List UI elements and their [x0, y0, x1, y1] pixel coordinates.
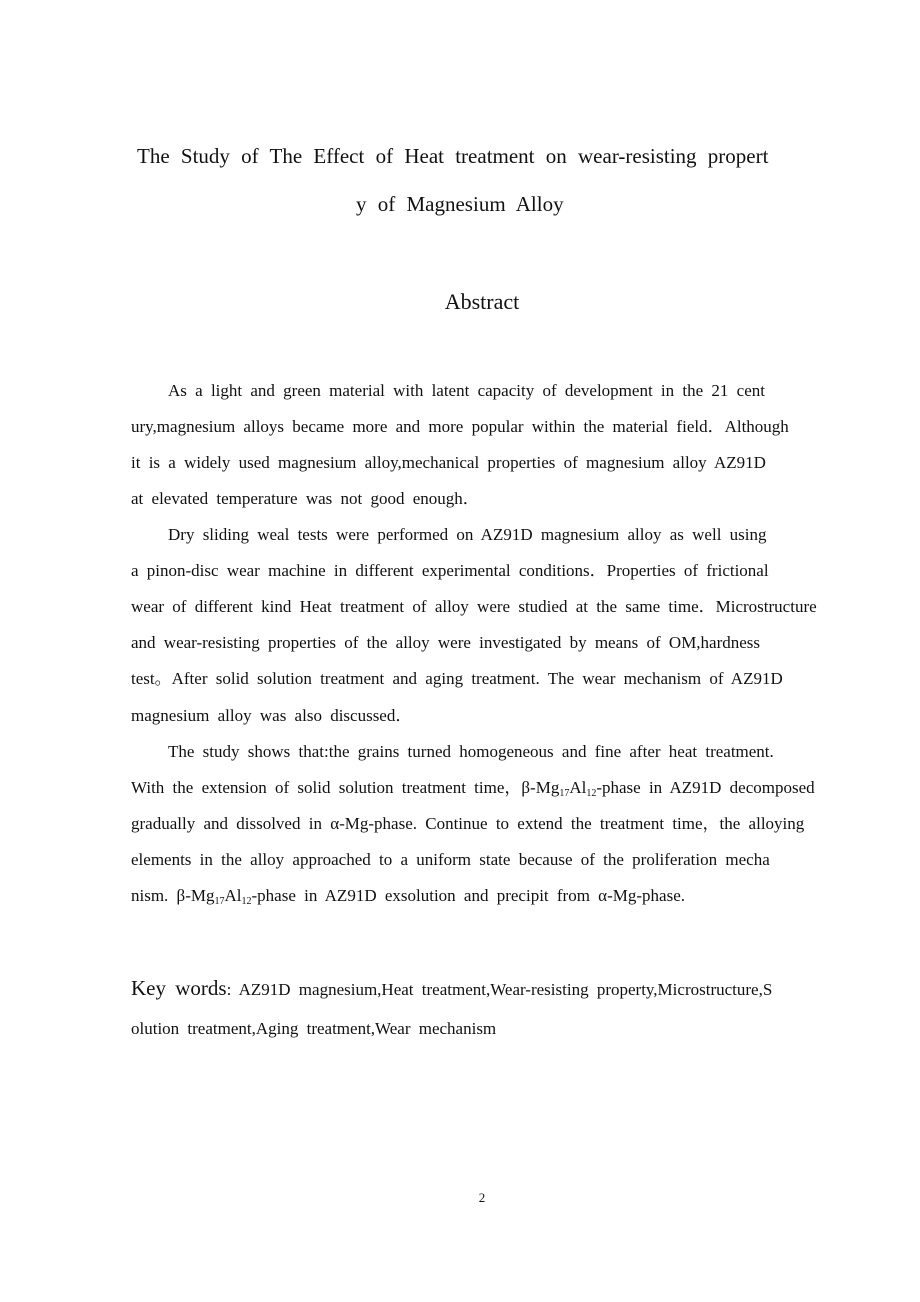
- keywords-line-1: [131, 978, 772, 1000]
- paragraph-2-line: a pinon-disc wear machine in different experimental conditions．Properties of frictional: [131, 561, 769, 580]
- paragraph-1-line: As a light and green material with latent capacity of development in the 21 cent: [168, 381, 765, 400]
- abstract-heading: Abstract: [444, 289, 520, 314]
- paragraph-2-line: and wear-resisting properties of the alloy were investigated by means of OM,hardness: [131, 633, 761, 652]
- text-run: Al: [224, 886, 242, 905]
- paragraph-2-line: magnesium alloy was also discussed．: [131, 706, 413, 725]
- subscript: 12: [241, 896, 252, 907]
- text-run: -phase in AZ91D exsolution and precipit from α-Mg-phase.: [251, 886, 685, 905]
- paragraph-3-line: [131, 778, 815, 798]
- paragraph-3-line: elements in the alloy approached to a uniform state because of the proliferation mecha: [131, 850, 770, 869]
- subscript: 17: [214, 896, 225, 907]
- keywords-text: : AZ91D magnesium,Heat treatment,Wear-resisting property,Microstructure,S: [226, 980, 773, 999]
- paragraph-3-line: The study shows that:the grains turned homogeneous and fine after heat treatment.: [168, 742, 774, 761]
- text-run: nism. β-Mg: [131, 886, 215, 905]
- paragraph-3-line: [131, 886, 685, 906]
- paragraph-1-line: ury,magnesium alloys became more and more popular within the material field．Although: [131, 417, 789, 436]
- page-number: 2: [478, 1190, 486, 1205]
- paragraph-2-line: test。After solid solution treatment and aging treatment. The wear mechanism of AZ91D: [131, 669, 783, 688]
- subscript: 12: [586, 788, 597, 799]
- paragraph-1-line: it is a widely used magnesium alloy,mechanical properties of magnesium alloy AZ91D: [131, 453, 766, 472]
- title-line-2: y of Magnesium Alloy: [356, 192, 564, 216]
- text-run: -phase in AZ91D decomposed: [596, 778, 815, 797]
- text-run: With the extension of solid solution treatment time，β-Mg: [131, 778, 560, 797]
- text-run: Al: [569, 778, 587, 797]
- paragraph-2-line: Dry sliding weal tests were performed on AZ91D magnesium alloy as well using: [168, 525, 767, 544]
- keywords-line-2: olution treatment,Aging treatment,Wear mechanism: [131, 1019, 497, 1038]
- subscript: 17: [559, 788, 570, 799]
- paragraph-1-line: at elevated temperature was not good enough．: [131, 489, 480, 508]
- keywords-label: Key words: [131, 976, 227, 1000]
- title-line-1: The Study of The Effect of Heat treatment on wear-resisting propert: [137, 144, 769, 168]
- paragraph-3-line: gradually and dissolved in α-Mg-phase. Continue to extend the treatment time，the alloying: [131, 814, 805, 833]
- paragraph-2-line: wear of different kind Heat treatment of alloy were studied at the same time．Microstructure: [131, 597, 817, 616]
